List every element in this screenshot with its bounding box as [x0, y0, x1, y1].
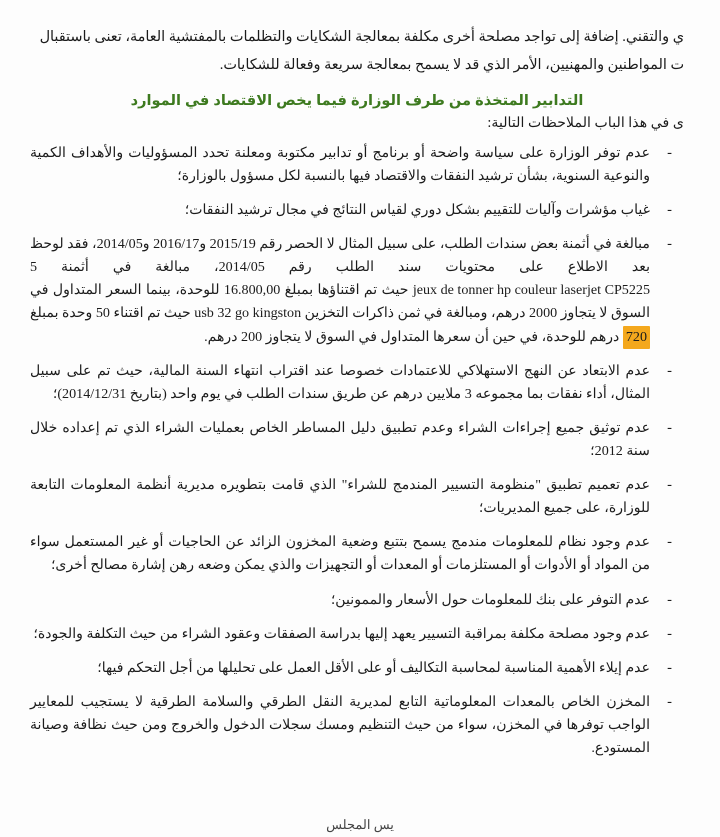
list-item: - عدم الابتعاد عن النهج الاستهلاكي للاعتمادات خصوصا عند اقتراب انتهاء السنة المالية، حيث تم على سبيل المثال، أداء نفقات بما مجموعه 3 ملايين درهم عن طريق سندات الطلب في يوم واحد (بتاريخ 2014/12/31)؛: [30, 360, 684, 406]
top-paragraph-2: ت المواطنين والمهنيين، الأمر الذي قد لا يسمح بمعالجة سريعة وفعالة للشكايات.: [219, 56, 684, 73]
list-item: - عدم التوفر على بنك للمعلومات حول الأسعار والممونين؛: [30, 589, 684, 612]
list-item: - عدم توثيق جميع إجراءات الشراء وعدم تطبيق دليل المساطر الخاص بعمليات الشراء الذي تم إعداده خلال سنة 2012؛: [30, 417, 684, 463]
list-item: - عدم وجود مصلحة مكلفة بمراقبة التسيير يعهد إليها بدراسة الصفقات وعقود الشراء من حيث التكلفة والجودة؛: [30, 623, 684, 646]
top-paragraph-1: ي والتقني. إضافة إلى تواجد مصلحة أخرى مكلفة بمعالجة الشكايات والتظلمات بالمفتشية العامة، تعنى باستقبال: [39, 29, 684, 45]
intro-line: ى في هذا الباب الملاحظات التالية:: [487, 114, 684, 131]
list-item-pricing: [30, 233, 684, 349]
list-item: - عدم تعميم تطبيق "منظومة التسيير المندمج للشراء" الذي قامت بتطويره مديرية أنظمة المعلومات التابعة للوزارة، على جميع المديريات؛: [30, 474, 684, 520]
list-item: - عدم توفر الوزارة على سياسة واضحة أو برنامج أو تدابير مكتوبة ومعلنة تحدد المسؤوليات والأهداف الكمية والنوعية السنوية، بشأن ترشيد النفقات والاقتصاد فيها بالنسبة لكل مسؤول بالوزارة؛: [30, 142, 684, 188]
observations-list: [30, 142, 684, 760]
list-item: - غياب مؤشرات وآليات للتقييم بشكل دوري لقياس النتائج في مجال ترشيد النفقات؛: [30, 199, 684, 222]
list-item: - عدم وجود نظام للمعلومات مندمج يسمح بتتبع وضعية المخزون الزائد عن الحاجيات أو غير المستعمل سواء من المواد أو الأدوات أو المستلزمات أو المعدات أو التجهيزات والذي يمكن وضعه رهن إشارة مصالح أخرى؛: [30, 531, 684, 577]
pricing-text-part-2: حيث تم اقتناؤها بمبلغ 16.800,00 للوحدة، بينما السعر المتداول في السوق لا يتجاوز 2000 درهم، ومبالغة في ثمن ذاكرات التخزين: [30, 282, 650, 322]
top-paragraph-block: [30, 26, 684, 78]
product-name-toner: jeux de tonner hp couleur laserjet CP5225: [412, 282, 650, 299]
list-item: - المخزن الخاص بالمعدات المعلوماتية التابع لمديرية النقل الطرقي والسلامة الطرقية لا يستجيب للمعايير الواجب توفرها في المخزن، سواء من حيث التنظيم ومسك سجلات الدخول والخروج ومن حيث نظافة وصيانة المستودع.: [30, 691, 684, 760]
footer-line: يس المجلس: [326, 817, 394, 832]
list-item: - عدم إيلاء الأهمية المناسبة لمحاسبة التكاليف أو على الأقل العمل على تحليلها من أجل التحكم فيها؛: [30, 657, 684, 680]
section-heading: التدابير المتخذة من طرف الوزارة فيما يخص الاقتصاد في الموارد: [130, 92, 584, 109]
product-name-usb: usb 32 go kingston: [194, 305, 302, 322]
pricing-text-part-1: مبالغة في أثمنة بعض سندات الطلب، على سبيل المثال لا الحصر رقم 2015/19 و2016/17 و2014/05، فقد لوحظ بعد الاطلاع على محتويات سند الطلب رقم 2014/05، مبالغة في أثمنة 5: [30, 236, 650, 276]
highlighted-amount: 720: [623, 326, 650, 349]
pricing-text-part-3: حيث تم اقتناء 50 وحدة بمبلغ 720 درهم للوحدة، في حين أن سعرها المتداول في السوق لا يتجاوز 200 درهم.: [30, 305, 650, 344]
